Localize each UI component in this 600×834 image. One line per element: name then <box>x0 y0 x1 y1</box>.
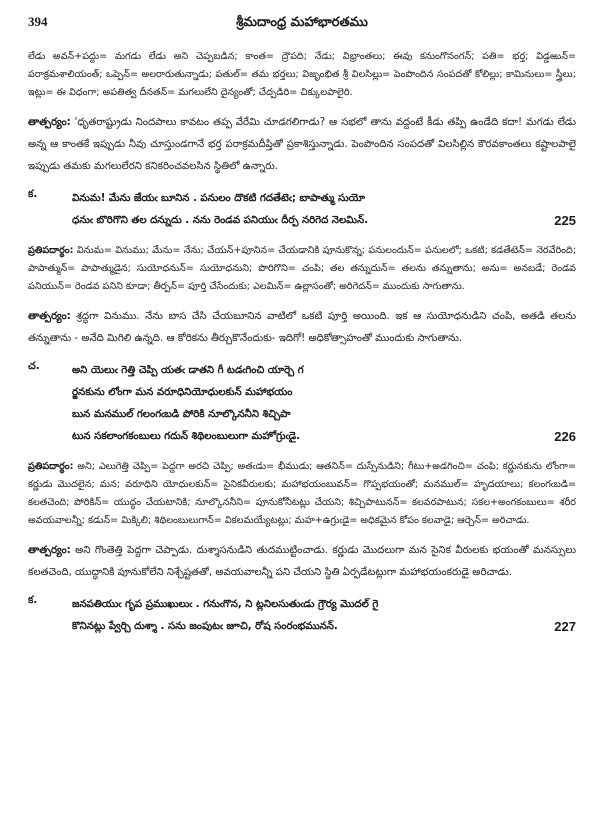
running-title: శ్రీమదాంధ్ర మహాభారతము <box>236 15 368 30</box>
verse-lines <box>72 360 576 448</box>
word-meaning-text: లేడు అవన్+పద్దు= మగడు లేడు అని చెప్పబడిన; కాంత= ద్రౌపది; నేడు; విభ్రాంతలు; ఈవు కనుంగొనంగన్; పతి= భర్త; విడ్డఱున్= పరాక్రమశాలియంత్; ఒప్పెన్= అలరారుతున్నాడు; పతుల్= తమ భర్తలు; విజృంభిత శ్రీ విలసిల్లు= పెంపొందిన సంపదతో కోలిల్లు; కామినులు= స్త్రీలు; ఇట్లు= ఈ విధంగా; అపతిత్వ దీనతన్= మగలులేని దైన్యంతో; చేద్పడిరి= చిక్కులపాలైరి. <box>28 51 576 98</box>
verse-line <box>72 616 576 638</box>
word-meaning-text: వినుమ= వినుము; మేను= నేను; చేయన్+పూనిన= చేయడానికి పూనుకొన్న; పనులందున్= పనులలో; ఒకటి; కడతేటెన్= నెరవేరింది; పాపాత్మున్= పాపాత్ముడైన; సుయోధనున్= సుయోధనుని; పొరిగొని= చంపి; తల తన్నుదున్= తలను తన్నుతాను; అను= అనబడే; రెండవ పనియున్= రెండవ పనిని కూడా; తీర్పన్= పూర్తి చేసేందుకు; ఎలమిన్= ఉల్లాసంతో; అరిగెదన్= ముందుకు సాగుతాను. <box>28 245 576 292</box>
page-header <box>28 14 576 34</box>
verse-number: 227 <box>554 619 576 634</box>
verse-meter: క. <box>28 189 38 200</box>
verse-225 <box>28 188 576 232</box>
verse-line: ర్జనకును లోంగా మన వరూధినియోధులకున్ మహాభయం <box>72 387 293 398</box>
verse-lines <box>72 594 576 638</box>
commentary-label: తాత్పర్యం: <box>28 545 71 556</box>
word-meaning-text: అని; ఎలుగెత్తి చెప్పి= పెద్దగా అరచి చెప్పి; అతఁడు= భీముడు; ఆతనిన్= దుస్సేనుడిని; గీటు+అడగించి= చంపి; కర్ణునకును లోంగా= కర్ణుడు మొదలైన; మన; వరూధిని యోధులకున్= సైనికవీరులకు; మహాభయంబువన్= గొప్పభయంతో; మనముల్= హృదయాలు; కలంగఁబడి= కలతచెంది; పోరికిన్= యుద్ధం చేయటానికి; నూల్కొననీని= పూనుకోనీటట్లు చేయని; శిచ్చిపాటునన్= కలవరపాటున; సకల+అంగకంబులు= శరీర అవయవాలన్నీ; కడున్= మిక్కిలి; శిథిలంబులుగాన్= వికలమయ్యేటట్లు; మహ+ఉగ్రుఁడై= అధికమైన కోపం కలవాడై; ఆర్చెన్= అరిచాడు. <box>28 461 576 526</box>
commentary-label: తాత్పర్యం: <box>28 117 71 128</box>
page <box>28 14 576 648</box>
verse-line: అని యెలుఁ గెత్తి చెప్పి యతఁ డాతని గీ టడఁగించి యార్చె గ <box>72 365 304 376</box>
word-meaning-226 <box>28 458 576 530</box>
verse-line-text: ధనుఁ బొరిగొని తల దన్నుదు . నను రెండవ పనియుఁ దీర్ప నరిగెద నెలమిన్. <box>72 215 368 226</box>
verse-line: వినుమ! మేను జేయఁ బూనిన . పనులం దొకటి గదతేటెఁ; బాపాత్ము సుయో <box>72 193 366 204</box>
verse-meter: చ. <box>28 361 40 372</box>
word-meaning-225 <box>28 242 576 296</box>
verse-line: బున మనముల్ గలంగఁబడి పోరికి నూల్కొననీని శిచ్చిపా <box>72 409 291 420</box>
commentary-2 <box>28 306 576 350</box>
verse-line-text: టున సకలాంగకంబులు గదున్ శిథిలంబులుగా మహోగ్రుఁడై. <box>72 431 301 442</box>
verse-lines <box>72 188 576 232</box>
verse-line-text: కొనినట్లు ప్వేర్చి దుశ్శా . సను జంపుటఁ జూచి, రోష సంరంభమునన్. <box>72 621 338 632</box>
commentary-3 <box>28 540 576 584</box>
commentary-text: శ్రద్ధగా వినుము. నేను బాస చేసి చేయబూనిన వాటిలో ఒకటి పూర్తి అయింది. ఇక ఆ సుయోధనుడిని చంపి, అతడి తలను తన్నుతాను - అనేది మిగిలి ఉన్నది. ఆ కోరికను తీర్చుకొనేందుకు- ఇదిగో! అధికోత్సాహంతో ముందుకు సాగుతాను. <box>28 311 576 344</box>
verse-line <box>72 426 576 448</box>
commentary-label: తాత్పర్యం: <box>28 311 71 322</box>
verse-meter: క. <box>28 595 38 606</box>
verse-226 <box>28 360 576 448</box>
verse-line: జనపతియుఁ గృప ప్రముఖులుఁ . గనుఁగొన, ని ట్లనిలసుతుఁడు గ్రౌర్య మొదల్ గై <box>72 599 379 610</box>
verse-227 <box>28 594 576 638</box>
commentary-1 <box>28 112 576 178</box>
word-meaning-continued <box>28 48 576 102</box>
commentary-text: అని గొంతెత్తి పెద్దగా చెప్పాడు. దుశ్శాసనుడిని తుదముట్టించాడు. కర్ణుడు మొదలుగా మన సైనిక వీరులకు భయంతో మనస్సులు కలతచెంది, యుద్ధానికి పూనుకోలేని నిశ్చేష్టతతో, అవయవాలన్నీ పని చేయని స్థితి ఏర్పడేటట్లుగా మహాభయంకరుడై అరిచాడు. <box>28 545 576 578</box>
verse-number: 225 <box>554 213 576 228</box>
page-number: 394 <box>28 14 48 29</box>
word-meaning-label: ప్రతిపదార్థం: <box>28 245 74 256</box>
verse-number: 226 <box>554 429 576 444</box>
verse-line <box>72 210 576 232</box>
word-meaning-label: ప్రతిపదార్థం: <box>28 461 74 472</box>
commentary-text: 'ధృతరాష్ట్రుడు నిందపాలు కావటం తప్ప వేరేమి చూడగలిగాడు? ఆ సభలో తాను వద్దంటే కీడు తప్పి ఉండేది కదా! మగడు లేడు అన్న ఆ కాంతకే ఇప్పుడు నీవు చూస్తుండగానే భర్త పరాక్రమదీప్తితో ప్రకాశిస్తున్నాడు. పెంపొందిన సంపదతో విలసిల్లిన కౌరవకాంతలు కష్టాలపాలై ఇప్పుడు తమకు మగలులేరని కనికరించవలసిన స్థితిలో ఉన్నారు. <box>28 117 576 172</box>
